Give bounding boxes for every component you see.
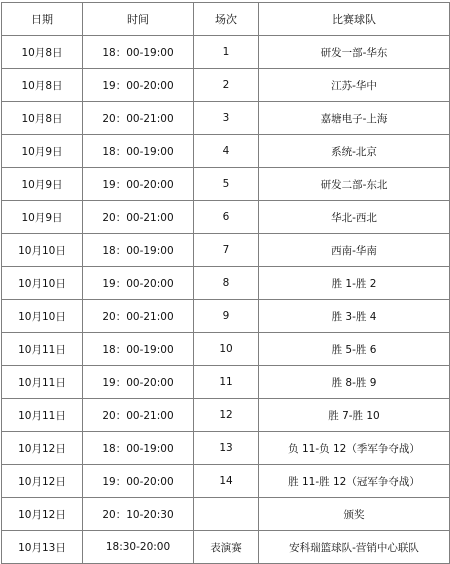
cell-time: 18：00-19:00 bbox=[83, 333, 194, 366]
table-row bbox=[2, 465, 450, 498]
cell-teams: 嘉塘电子-上海 bbox=[259, 102, 450, 135]
cell-teams: 胜 11-胜 12（冠军争夺战） bbox=[259, 465, 450, 498]
table-row bbox=[2, 234, 450, 267]
cell-date: 10月8日 bbox=[2, 102, 83, 135]
header-date: 日期 bbox=[2, 3, 83, 36]
cell-teams: 研发一部-华东 bbox=[259, 36, 450, 69]
cell-time: 20：10-20:30 bbox=[83, 498, 194, 531]
table-row bbox=[2, 498, 450, 531]
cell-time: 18:30-20:00 bbox=[83, 531, 194, 564]
cell-round: 表演赛 bbox=[194, 531, 259, 564]
cell-time: 18：00-19:00 bbox=[83, 234, 194, 267]
table-row bbox=[2, 399, 450, 432]
cell-teams: 安科瑞篮球队-营销中心联队 bbox=[259, 531, 450, 564]
cell-teams: 胜 8-胜 9 bbox=[259, 366, 450, 399]
cell-date: 10月11日 bbox=[2, 366, 83, 399]
cell-teams: 西南-华南 bbox=[259, 234, 450, 267]
cell-date: 10月12日 bbox=[2, 498, 83, 531]
table-header-row bbox=[2, 3, 450, 36]
cell-date: 10月8日 bbox=[2, 69, 83, 102]
cell-round bbox=[194, 498, 259, 531]
cell-round: 5 bbox=[194, 168, 259, 201]
cell-date: 10月8日 bbox=[2, 36, 83, 69]
cell-round: 6 bbox=[194, 201, 259, 234]
cell-date: 10月12日 bbox=[2, 432, 83, 465]
cell-teams: 胜 7-胜 10 bbox=[259, 399, 450, 432]
cell-teams: 研发二部-东北 bbox=[259, 168, 450, 201]
cell-teams: 胜 1-胜 2 bbox=[259, 267, 450, 300]
cell-time: 19：00-20:00 bbox=[83, 69, 194, 102]
table-row bbox=[2, 168, 450, 201]
cell-time: 19：00-20:00 bbox=[83, 168, 194, 201]
header-round: 场次 bbox=[194, 3, 259, 36]
cell-time: 20：00-21:00 bbox=[83, 399, 194, 432]
table-row bbox=[2, 201, 450, 234]
cell-round: 4 bbox=[194, 135, 259, 168]
cell-date: 10月13日 bbox=[2, 531, 83, 564]
cell-time: 19：00-20:00 bbox=[83, 267, 194, 300]
cell-time: 18：00-19:00 bbox=[83, 135, 194, 168]
cell-teams: 胜 3-胜 4 bbox=[259, 300, 450, 333]
cell-teams: 江苏-华中 bbox=[259, 69, 450, 102]
cell-time: 18：00-19:00 bbox=[83, 432, 194, 465]
cell-teams: 负 11-负 12（季军争夺战） bbox=[259, 432, 450, 465]
cell-time: 20：00-21:00 bbox=[83, 201, 194, 234]
cell-date: 10月9日 bbox=[2, 135, 83, 168]
cell-teams: 华北-西北 bbox=[259, 201, 450, 234]
cell-round: 12 bbox=[194, 399, 259, 432]
cell-date: 10月12日 bbox=[2, 465, 83, 498]
cell-round: 11 bbox=[194, 366, 259, 399]
cell-round: 9 bbox=[194, 300, 259, 333]
header-teams: 比赛球队 bbox=[259, 3, 450, 36]
cell-date: 10月11日 bbox=[2, 399, 83, 432]
cell-time: 19：00-20:00 bbox=[83, 366, 194, 399]
table-row bbox=[2, 135, 450, 168]
cell-round: 10 bbox=[194, 333, 259, 366]
cell-round: 7 bbox=[194, 234, 259, 267]
cell-round: 1 bbox=[194, 36, 259, 69]
cell-round: 8 bbox=[194, 267, 259, 300]
table-row bbox=[2, 69, 450, 102]
cell-time: 18：00-19:00 bbox=[83, 36, 194, 69]
table-row bbox=[2, 300, 450, 333]
cell-teams: 胜 5-胜 6 bbox=[259, 333, 450, 366]
table-row bbox=[2, 102, 450, 135]
cell-round: 3 bbox=[194, 102, 259, 135]
header-time: 时间 bbox=[83, 3, 194, 36]
cell-round: 2 bbox=[194, 69, 259, 102]
table-row bbox=[2, 333, 450, 366]
cell-time: 20：00-21:00 bbox=[83, 300, 194, 333]
cell-time: 19：00-20:00 bbox=[83, 465, 194, 498]
cell-round: 14 bbox=[194, 465, 259, 498]
match-schedule-table bbox=[1, 2, 450, 564]
table-row bbox=[2, 432, 450, 465]
cell-date: 10月9日 bbox=[2, 201, 83, 234]
table-row bbox=[2, 36, 450, 69]
cell-date: 10月11日 bbox=[2, 333, 83, 366]
table-row bbox=[2, 531, 450, 564]
cell-date: 10月10日 bbox=[2, 267, 83, 300]
cell-teams: 系统-北京 bbox=[259, 135, 450, 168]
cell-date: 10月10日 bbox=[2, 300, 83, 333]
cell-date: 10月10日 bbox=[2, 234, 83, 267]
cell-round: 13 bbox=[194, 432, 259, 465]
cell-date: 10月9日 bbox=[2, 168, 83, 201]
cell-time: 20：00-21:00 bbox=[83, 102, 194, 135]
table-row bbox=[2, 366, 450, 399]
table-row bbox=[2, 267, 450, 300]
cell-teams: 颁奖 bbox=[259, 498, 450, 531]
